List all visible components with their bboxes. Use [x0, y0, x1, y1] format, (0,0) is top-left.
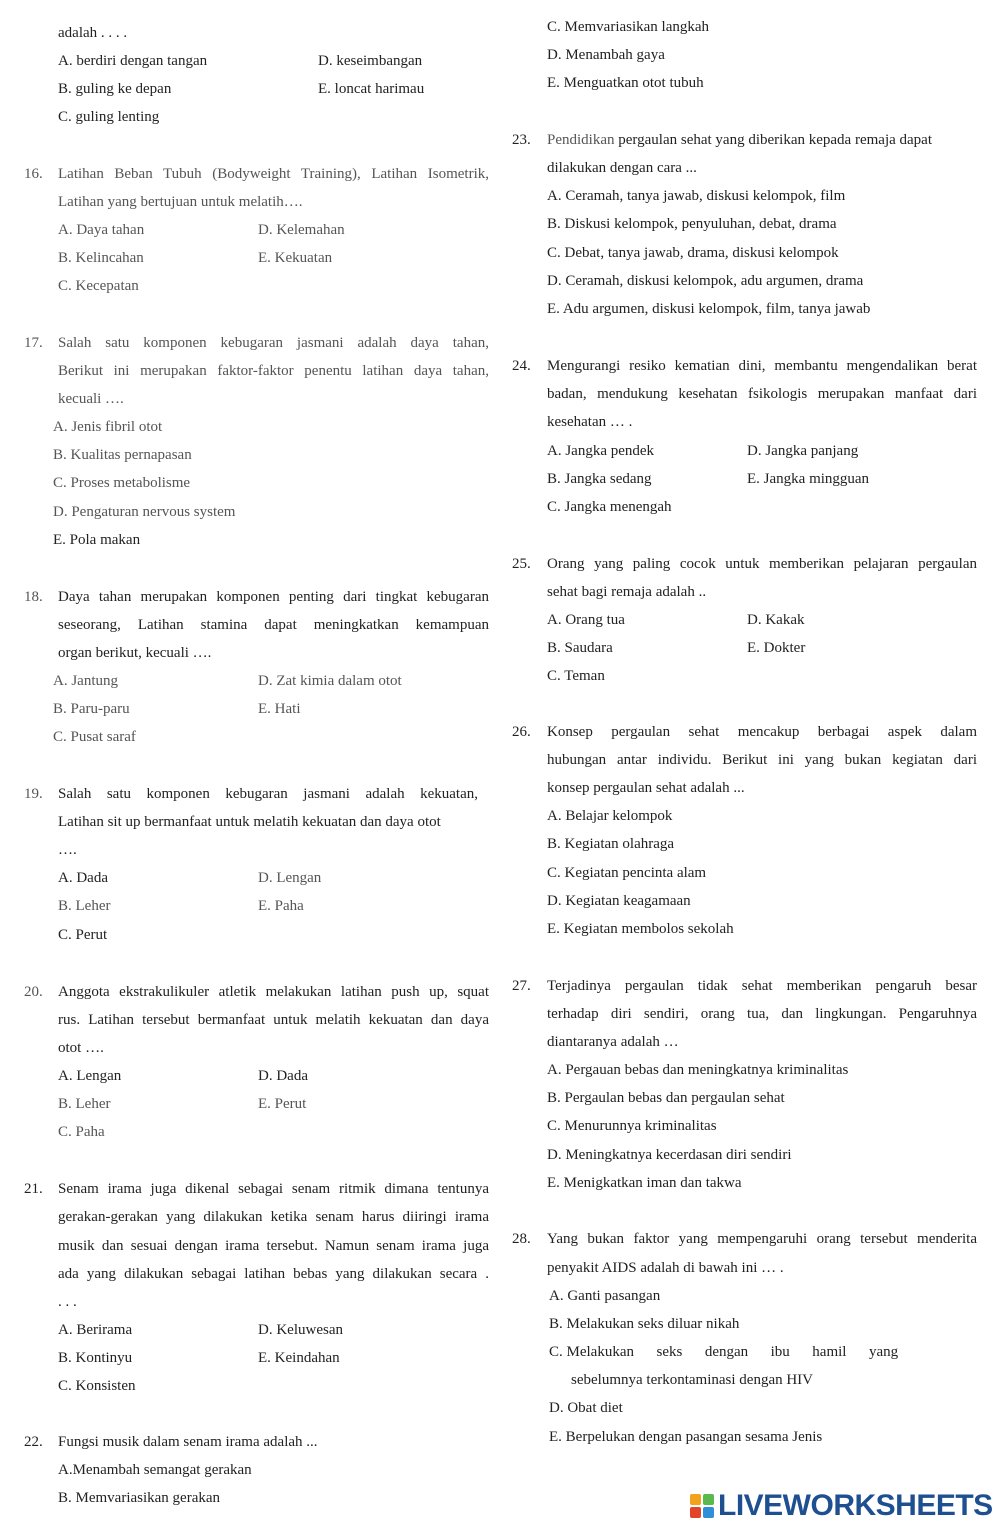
q16-option-e[interactable]: E. Kekuatan: [258, 250, 333, 266]
q17-option-a[interactable]: A. Jenis fibril otot: [53, 419, 163, 435]
q25-option-d[interactable]: D. Kakak: [747, 612, 805, 628]
q17-option-b[interactable]: B. Kualitas pernapasan: [53, 447, 192, 463]
q28-option-c[interactable]: C. Melakukan seks dengan ibu hamil yang: [549, 1344, 899, 1360]
q23-option-c[interactable]: C. Debat, tanya jawab, drama, diskusi kelompok: [547, 245, 839, 261]
q20-option-b[interactable]: B. Leher: [58, 1096, 111, 1112]
q23-option-b[interactable]: B. Diskusi kelompok, penyuluhan, debat, drama: [547, 216, 837, 232]
q21-option-e[interactable]: E. Keindahan: [258, 1350, 340, 1366]
q20-stem-line-3: otot ….: [58, 1040, 104, 1056]
q27-number: 27.: [512, 978, 531, 994]
q22-option-c[interactable]: C. Memvariasikan langkah: [547, 19, 710, 35]
liveworksheets-logo[interactable]: [690, 1488, 993, 1524]
q18-option-d[interactable]: D. Zat kimia dalam otot: [258, 673, 402, 689]
q26-stem-line-2: hubungan antar individu. Berikut ini yang bukan kegiatan dari: [547, 752, 977, 768]
q21-stem-line-2: gerakan-gerakan yang dilakukan ketika senam harus diiringi irama: [58, 1209, 489, 1225]
q21-option-a[interactable]: A. Berirama: [58, 1322, 133, 1338]
q26-option-c[interactable]: C. Kegiatan pencinta alam: [547, 865, 707, 881]
q20-option-c[interactable]: C. Paha: [58, 1124, 105, 1140]
q25-option-a[interactable]: A. Orang tua: [547, 612, 625, 628]
q26-option-a[interactable]: A. Belajar kelompok: [547, 808, 673, 824]
q20-stem-line-2: rus. Latihan tersebut bermanfaat untuk melatih kekuatan dan daya: [58, 1012, 489, 1028]
q28-option-a[interactable]: A. Ganti pasangan: [549, 1288, 661, 1304]
q27-option-c[interactable]: C. Menurunnya kriminalitas: [547, 1118, 717, 1134]
q27-stem-line-2: terhadap diri sendiri, orang tua, dan lingkungan. Pengaruhnya: [547, 1006, 977, 1022]
q17-option-e[interactable]: E. Pola makan: [53, 532, 141, 548]
q28-option-e[interactable]: E. Berpelukan dengan pasangan sesama Jenis: [549, 1429, 823, 1445]
q28-stem-line-1: Yang bukan faktor yang mempengaruhi orang tersebut menderita: [547, 1231, 977, 1247]
q18-option-c[interactable]: C. Pusat saraf: [53, 729, 136, 745]
q19-stem-line-1: Salah satu komponen kebugaran jasmani adalah kekuatan,: [58, 786, 478, 802]
q22-number: 22.: [24, 1434, 43, 1450]
q27-stem-line-1: Terjadinya pergaulan tidak sehat memberikan pengaruh besar: [547, 978, 977, 994]
q26-option-e[interactable]: E. Kegiatan membolos sekolah: [547, 921, 734, 937]
q25-stem-line-1: Orang yang paling cocok untuk memberikan pelajaran pergaulan: [547, 556, 977, 572]
q24-option-c[interactable]: C. Jangka menengah: [547, 499, 672, 515]
q20-number: 20.: [24, 984, 43, 1000]
q24-number: 24.: [512, 358, 531, 374]
q19-number: 19.: [24, 786, 43, 802]
q15-option-b[interactable]: B. guling ke depan: [58, 81, 172, 97]
q28-option-d[interactable]: D. Obat diet: [549, 1400, 623, 1416]
q23-option-a[interactable]: A. Ceramah, tanya jawab, diskusi kelompok, film: [547, 188, 846, 204]
q21-number: 21.: [24, 1181, 43, 1197]
q19-option-a[interactable]: A. Dada: [58, 870, 108, 886]
q19-option-e[interactable]: E. Paha: [258, 898, 304, 914]
q21-stem-line-4: ada yang dilakukan sebagai latihan bebas yang dilakukan secara .: [58, 1266, 489, 1282]
q28-number: 28.: [512, 1231, 531, 1247]
q19-option-d[interactable]: D. Lengan: [258, 870, 322, 886]
q18-option-e[interactable]: E. Hati: [258, 701, 301, 717]
q17-option-c[interactable]: C. Proses metabolisme: [53, 475, 191, 491]
q17-number: 17.: [24, 335, 43, 351]
q21-stem-line-1: Senam irama juga dikenal sebagai senam ritmik dimana tentunya: [58, 1181, 489, 1197]
q27-option-a[interactable]: A. Pergauan bebas dan meningkatnya kriminalitas: [547, 1062, 849, 1078]
q26-option-d[interactable]: D. Kegiatan keagamaan: [547, 893, 691, 909]
q23-stem-line-2: dilakukan dengan cara ...: [547, 160, 697, 176]
q19-option-c[interactable]: C. Perut: [58, 927, 108, 943]
q27-option-b[interactable]: B. Pergaulan bebas dan pergaulan sehat: [547, 1090, 785, 1106]
q21-stem-line-3: musik dan sesuai dengan irama tersebut. Namun senam irama juga: [58, 1238, 489, 1254]
q24-option-e[interactable]: E. Jangka mingguan: [747, 471, 870, 487]
q18-number: 18.: [24, 589, 43, 605]
q18-option-b[interactable]: B. Paru-paru: [53, 701, 130, 717]
q24-option-b[interactable]: B. Jangka sedang: [547, 471, 652, 487]
q19-option-b[interactable]: B. Leher: [58, 898, 111, 914]
q16-number: 16.: [24, 166, 43, 182]
q16-option-d[interactable]: D. Kelemahan: [258, 222, 345, 238]
q19-stem-line-2: Latihan sit up bermanfaat untuk melatih kekuatan dan daya otot: [58, 814, 441, 830]
q17-stem-line-3: kecuali ….: [58, 391, 124, 407]
q23-option-d[interactable]: D. Ceramah, diskusi kelompok, adu argumen, drama: [547, 273, 864, 289]
q24-stem-line-3: kesehatan … .: [547, 414, 633, 430]
q16-option-a[interactable]: A. Daya tahan: [58, 222, 145, 238]
q23-stem-rest: pergaulan sehat yang diberikan kepada remaja dapat: [614, 132, 932, 148]
q26-stem-line-3: konsep pergaulan sehat adalah ...: [547, 780, 745, 796]
q18-option-a[interactable]: A. Jantung: [53, 673, 118, 689]
q16-stem-line-2: Latihan yang bertujuan untuk melatih….: [58, 194, 303, 210]
q23-number: 23.: [512, 132, 531, 148]
q24-stem-line-2: badan, mendukung kesehatan fsikologis merupakan manfaat dari: [547, 386, 977, 402]
q25-stem-line-2: sehat bagi remaja adalah ..: [547, 584, 707, 600]
q16-option-c[interactable]: C. Kecepatan: [58, 278, 139, 294]
q20-option-d[interactable]: D. Dada: [258, 1068, 308, 1084]
q17-option-d[interactable]: D. Pengaturan nervous system: [53, 504, 236, 520]
q20-stem-line-1: Anggota ekstrakulikuler atletik melakukan latihan push up, squat: [58, 984, 489, 1000]
q15-option-e[interactable]: E. loncat harimau: [318, 81, 425, 97]
q18-stem-line-3: organ berikut, kecuali ….: [58, 645, 212, 661]
q24-stem-line-1: Mengurangi resiko kematian dini, membantu mengendalikan berat: [547, 358, 977, 374]
q27-stem-line-3: diantaranya adalah …: [547, 1034, 679, 1050]
q21-option-d[interactable]: D. Keluwesan: [258, 1322, 343, 1338]
q18-stem-line-1: Daya tahan merupakan komponen penting dari tingkat kebugaran: [58, 589, 489, 605]
q19-stem-line-3: ….: [58, 842, 77, 858]
q25-option-e[interactable]: E. Dokter: [747, 640, 806, 656]
q22-option-b[interactable]: B. Memvariasikan gerakan: [58, 1490, 221, 1506]
q21-option-c[interactable]: C. Konsisten: [58, 1378, 136, 1394]
q20-option-e[interactable]: E. Perut: [258, 1096, 307, 1112]
q26-number: 26.: [512, 724, 531, 740]
q27-option-d[interactable]: D. Meningkatnya kecerdasan diri sendiri: [547, 1147, 792, 1163]
q21-stem-line-5: . . .: [58, 1294, 77, 1310]
q16-stem-line-1: Latihan Beban Tubuh (Bodyweight Training), Latihan Isometrik,: [58, 166, 489, 182]
q23-stem-line-1: [547, 131, 932, 149]
q23-option-e[interactable]: E. Adu argumen, diskusi kelompok, film, tanya jawab: [547, 301, 871, 317]
q28-option-c-continuation: sebelumnya terkontaminasi dengan HIV: [571, 1372, 814, 1388]
q26-option-b[interactable]: B. Kegiatan olahraga: [547, 836, 675, 852]
q17-stem-line-2: Berikut ini merupakan faktor-faktor penentu latihan daya tahan,: [58, 363, 489, 379]
q25-option-c[interactable]: C. Teman: [547, 668, 605, 684]
q15-option-c[interactable]: C. guling lenting: [58, 109, 160, 125]
q22-option-d[interactable]: D. Menambah gaya: [547, 47, 665, 63]
q15-option-a[interactable]: A. berdiri dengan tangan: [58, 53, 208, 69]
q16-option-b[interactable]: B. Kelincahan: [58, 250, 144, 266]
q17-stem-line-1: Salah satu komponen kebugaran jasmani adalah daya tahan,: [58, 335, 489, 351]
q21-option-b[interactable]: B. Kontinyu: [58, 1350, 133, 1366]
q22-stem: Fungsi musik dalam senam irama adalah ...: [58, 1434, 318, 1450]
q28-stem-line-2: penyakit AIDS adalah di bawah ini … .: [547, 1260, 784, 1276]
q22-option-a[interactable]: A.Menambah semangat gerakan: [58, 1462, 252, 1478]
liveworksheets-logo-icon: [690, 1494, 714, 1518]
q15-stem-end: adalah . . . .: [58, 25, 128, 41]
logo-square-4: [703, 1507, 714, 1518]
q27-option-e[interactable]: E. Menigkatkan iman dan takwa: [547, 1175, 742, 1191]
q15-option-d[interactable]: D. keseimbangan: [318, 53, 423, 69]
q20-option-a[interactable]: A. Lengan: [58, 1068, 122, 1084]
q22-option-e[interactable]: E. Menguatkan otot tubuh: [547, 75, 704, 91]
q25-option-b[interactable]: B. Saudara: [547, 640, 613, 656]
liveworksheets-logo-text: LIVEWORKSHEETS: [718, 1489, 993, 1522]
logo-square-3: [690, 1507, 701, 1518]
logo-square-1: [690, 1494, 701, 1505]
q18-stem-line-2: seseorang, Latihan stamina dapat meningkatkan kemampuan: [58, 617, 489, 633]
q25-number: 25.: [512, 556, 531, 572]
q23-stem-first-word: Pendidikan: [547, 132, 615, 148]
q28-option-b[interactable]: B. Melakukan seks diluar nikah: [549, 1316, 740, 1332]
q24-option-a[interactable]: A. Jangka pendek: [547, 443, 655, 459]
q24-option-d[interactable]: D. Jangka panjang: [747, 443, 859, 459]
logo-square-2: [703, 1494, 714, 1505]
q26-stem-line-1: Konsep pergaulan sehat mencakup berbagai aspek dalam: [547, 724, 977, 740]
